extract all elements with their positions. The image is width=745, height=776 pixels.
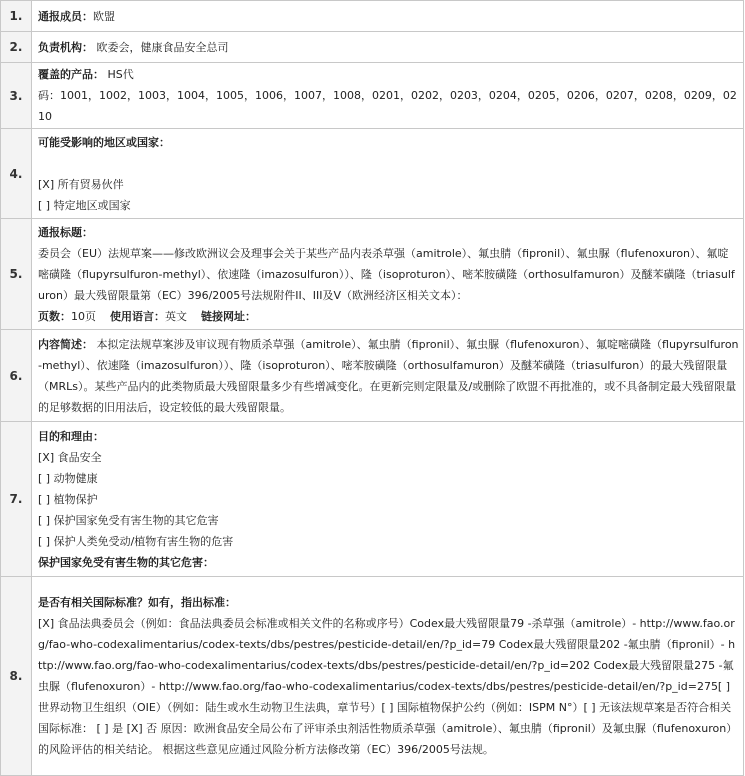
row-number: 5. [1,219,32,330]
objective-cell [32,422,744,577]
table-row-8 [1,577,744,776]
objective-option: [ ] 保护国家免受有害生物的其它危害 [38,513,219,527]
objective-option: [ ] 动物健康 [38,471,98,485]
products-covered-label: 覆盖的产品： [38,68,104,81]
international-standards-cell [32,577,744,776]
objective-option: [ ] 保护人类免受动/植物有害生物的危害 [38,534,234,548]
link-label: 链接网址： [201,309,256,323]
hs-codes: 码：1001，1002，1003，1004，1005，1006，1007，1008，0201，0202，0203，0204，0205，0206，0207，0208，0209，0210 [38,89,737,123]
row-number: 4. [1,129,32,219]
notification-title-cell [32,219,744,330]
affected-regions-label: 可能受影响的地区或国家： [38,135,170,149]
international-standards-text: [X] 食品法典委员会（例如：食品法典委员会标准或相关文件的名称或序号）Codex最大残留限量79 -杀草强（amitrole）- http://www.fao.org/fao-who-codexalimentarius/codex-texts/dbs/pestres/pesticide-detail/en/?p_id=79 Codex最大残留限量202 -氟虫腈（fipronil）- http://www.fao.org/fao-who-codexalimentarius/codex-texts/dbs/pestres/pesticide-detail/en/?p_id=202 Codex最大残留限量275 -氟虫脲（flufenoxuron）- http://www.fao.org/fao-who-codexalimentarius/codex-texts/dbs/pestres/pesticide-detail/en/?p_id=275[ ] 世界动物卫生组织（OIE）（例如：陆生或水生动物卫生法典，章节号）[ ] 国际植物保护公约（例如：ISPM N°）[ ] 无该法规草案是否符合相关国际标准： [ ] 是 [X] 否 原因：欧洲食品安全局公布了评审杀虫剂活性物质杀草强（amitrole）、氟虫腈（fipronil）及氟虫脲（flufenoxuron）的风险评估的相关结论。 根据这些意见应通过风险分析方法修改第（EC）396/2005号法规。 [38,617,738,756]
content-summary-cell [32,330,744,422]
affected-regions-cell [32,129,744,219]
objective-option: [ ] 植物保护 [38,492,98,506]
notifying-member-cell [32,1,744,32]
responsible-agency-value: 欧委会，健康食品安全总司 [93,40,229,54]
pages-value: 10页 [71,309,96,323]
option-specific-regions: [ ] 特定地区或国家 [38,198,131,212]
content-summary-text: 本拟定法规草案涉及审议现有物质杀草强（amitrole）、氟虫腈（fipronil）、氟虫脲（flufenoxuron）、氟啶嘧磺隆（flupyrsulfuron-methyl）、依速隆（imazosulfuron））、隆（isoproturon）、嘧苯胺磺隆（orthosulfamuron）及醚苯磺隆（triasulfuron）的最大残留限量（MRLs）。某些产品内的此类物质最大残留限量多少有些增减变化。在更新完则定限量及/或删除了欧盟不再批准的，或不具备制定最大残留限量的足够数据的旧用法后，设定较低的最大残留限量。 [38,337,739,414]
table-row-2 [1,32,744,63]
notification-title-label: 通报标题： [38,225,93,239]
responsible-agency-label: 负责机构： [38,40,93,54]
language-label: 使用语言： [110,309,165,323]
row-number: 7. [1,422,32,577]
content-summary-label: 内容简述： [38,337,93,351]
table-row-7 [1,422,744,577]
table-row-1 [1,1,744,32]
objective-footer-label: 保护国家免受有害生物的其它危害： [38,555,214,569]
option-all-trading-partners: [X] 所有贸易伙伴 [38,177,124,191]
row-number: 1. [1,1,32,32]
products-covered-cell [32,63,744,129]
objective-option: [X] 食品安全 [38,450,102,464]
products-covered-value: HS代 [104,68,134,81]
pages-label: 页数： [38,309,71,323]
objective-label: 目的和理由： [38,429,104,443]
row-number: 3. [1,63,32,129]
table-row-5 [1,219,744,330]
responsible-agency-cell [32,32,744,63]
language-value: 英文 [165,309,187,323]
international-standards-label: 是否有相关国际标准？如有，指出标准： [38,596,236,609]
table-row-4 [1,129,744,219]
row-number: 6. [1,330,32,422]
notifying-member-label: 通报成员： [38,9,93,23]
row-number: 8. [1,577,32,776]
table-row-6 [1,330,744,422]
row-number: 2. [1,32,32,63]
notifying-member-value: 欧盟 [93,9,115,23]
table-row-3 [1,63,744,129]
notification-title-text: 委员会（EU）法规草案——修改欧洲议会及理事会关于某些产品内表杀草强（amitrole）、氟虫腈（fipronil）、氟虫脲（flufenoxuron）、氟啶嘧磺隆（flupyrsulfuron-methyl）、依速隆（imazosulfuron））、隆（isoproturon）、嘧苯胺磺隆（orthosulfamuron）及醚苯磺隆（triasulfuron）最大残留限量第（EC）396/2005号法规附件II、III及V（欧洲经济区相关文本）： [38,246,735,302]
